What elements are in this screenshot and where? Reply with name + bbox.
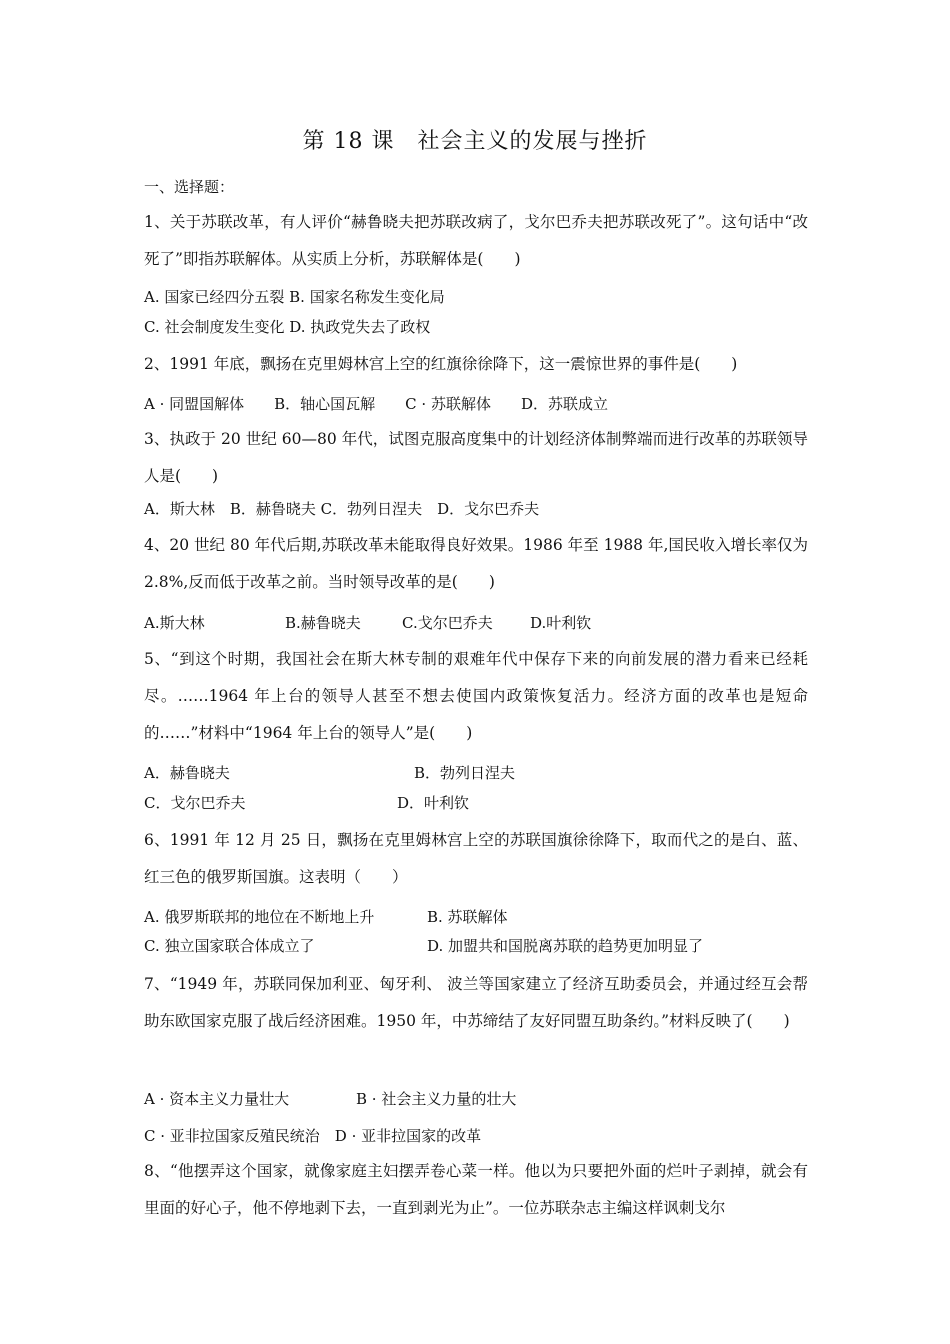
- question-1-options-row-2: C. 社会制度发生变化 D. 执政党失去了政权: [144, 318, 431, 336]
- question-4-options-row: [144, 612, 644, 632]
- question-4-option-a: A.斯大林: [144, 614, 205, 632]
- question-5-option-c: C．戈尔巴乔夫: [144, 794, 246, 812]
- question-1-options-row-1: A. 国家已经四分五裂 B. 国家名称发生变化局: [144, 288, 445, 306]
- question-4-option-d: D.叶利钦: [530, 614, 592, 632]
- question-6-options-row-2: [144, 935, 764, 955]
- question-6-options-row-1: [144, 906, 764, 926]
- question-7-option-a: A · 资本主义力量壮大: [144, 1090, 290, 1108]
- question-6-option-b: B. 苏联解体: [427, 908, 508, 926]
- question-5-option-b: B．勃列日涅夫: [414, 764, 516, 782]
- question-7-options-row-1: [144, 1088, 644, 1108]
- question-5-options-row-2: [144, 792, 644, 812]
- question-4-option-b: B.赫鲁晓夫: [285, 614, 361, 632]
- question-6-option-d: D. 加盟共和国脱离苏联的趋势更加明显了: [427, 937, 704, 955]
- lesson-title: 第 18 课 社会主义的发展与挫折: [302, 129, 648, 154]
- question-3-stem: 3、执政于 20 世纪 60—80 年代，试图克服高度集中的计划经济体制弊端而进行改革的苏联领导人是( ): [144, 430, 808, 485]
- question-4-option-c: C.戈尔巴乔夫: [402, 614, 493, 632]
- question-4-stem: 4、20 世纪 80 年代后期,苏联改革未能取得良好效果。1986 年至 1988 年,国民收入增长率仅为 2.8%,反而低于改革之前。当时领导改革的是( ): [144, 536, 808, 591]
- question-7-stem: 7、“1949 年，苏联同保加利亚、匈牙利、 波兰等国家建立了经济互助委员会，并通过经互会帮助东欧国家克服了战后经济困难。1950 年，中苏缔结了友好同盟互助条约。”材料反映了( ): [144, 975, 808, 1030]
- question-2-options-row: A · 同盟国解体 B．轴心国瓦解 C · 苏联解体 D．苏联成立: [144, 395, 608, 413]
- question-5-option-d: D．叶利钦: [397, 794, 470, 812]
- question-1-stem: 1、关于苏联改革，有人评价“赫鲁晓夫把苏联改病了，戈尔巴乔夫把苏联改死了”。这句话中“改死了”即指苏联解体。从实质上分析，苏联解体是( ): [144, 213, 808, 268]
- section-heading: 一、选择题：: [144, 178, 235, 196]
- question-5-stem: 5、“到这个时期，我国社会在斯大林专制的艰难年代中保存下来的向前发展的潜力看来已经耗尽。……1964 年上台的领导人甚至不想去使国内政策恢复活力。经济方面的改革也是短命的……”材料中“1964 年上台的领导人”是( ): [144, 650, 808, 742]
- question-3-options-row: A．斯大林 B．赫鲁晓夫 C．勃列日涅夫 D．戈尔巴乔夫: [144, 500, 540, 518]
- question-6-stem: 6、1991 年 12 月 25 日，飘扬在克里姆林宫上空的苏联国旗徐徐降下，取而代之的是白、蓝、红三色的俄罗斯国旗。这表明（ ）: [144, 831, 808, 886]
- question-5-option-a: A．赫鲁晓夫: [144, 764, 230, 782]
- question-2-stem: 2、1991 年底，飘扬在克里姆林宫上空的红旗徐徐降下，这一震惊世界的事件是( ): [144, 355, 738, 373]
- question-5-options-row-1: [144, 762, 644, 782]
- question-6-option-c: C. 独立国家联合体成立了: [144, 937, 315, 955]
- question-8-stem: 8、“他摆弄这个国家，就像家庭主妇摆弄卷心菜一样。他以为只要把外面的烂叶子剥掉，就会有里面的好心子，他不停地剥下去，一直到剥光为止”。一位苏联杂志主编这样讽刺戈尔: [144, 1162, 808, 1217]
- question-7-options-row-2: C · 亚非拉国家反殖民统治 D · 亚非拉国家的改革: [144, 1127, 482, 1145]
- question-7-option-b: B · 社会主义力量的壮大: [356, 1090, 517, 1108]
- question-6-option-a: A. 俄罗斯联邦的地位在不断地上升: [144, 908, 375, 926]
